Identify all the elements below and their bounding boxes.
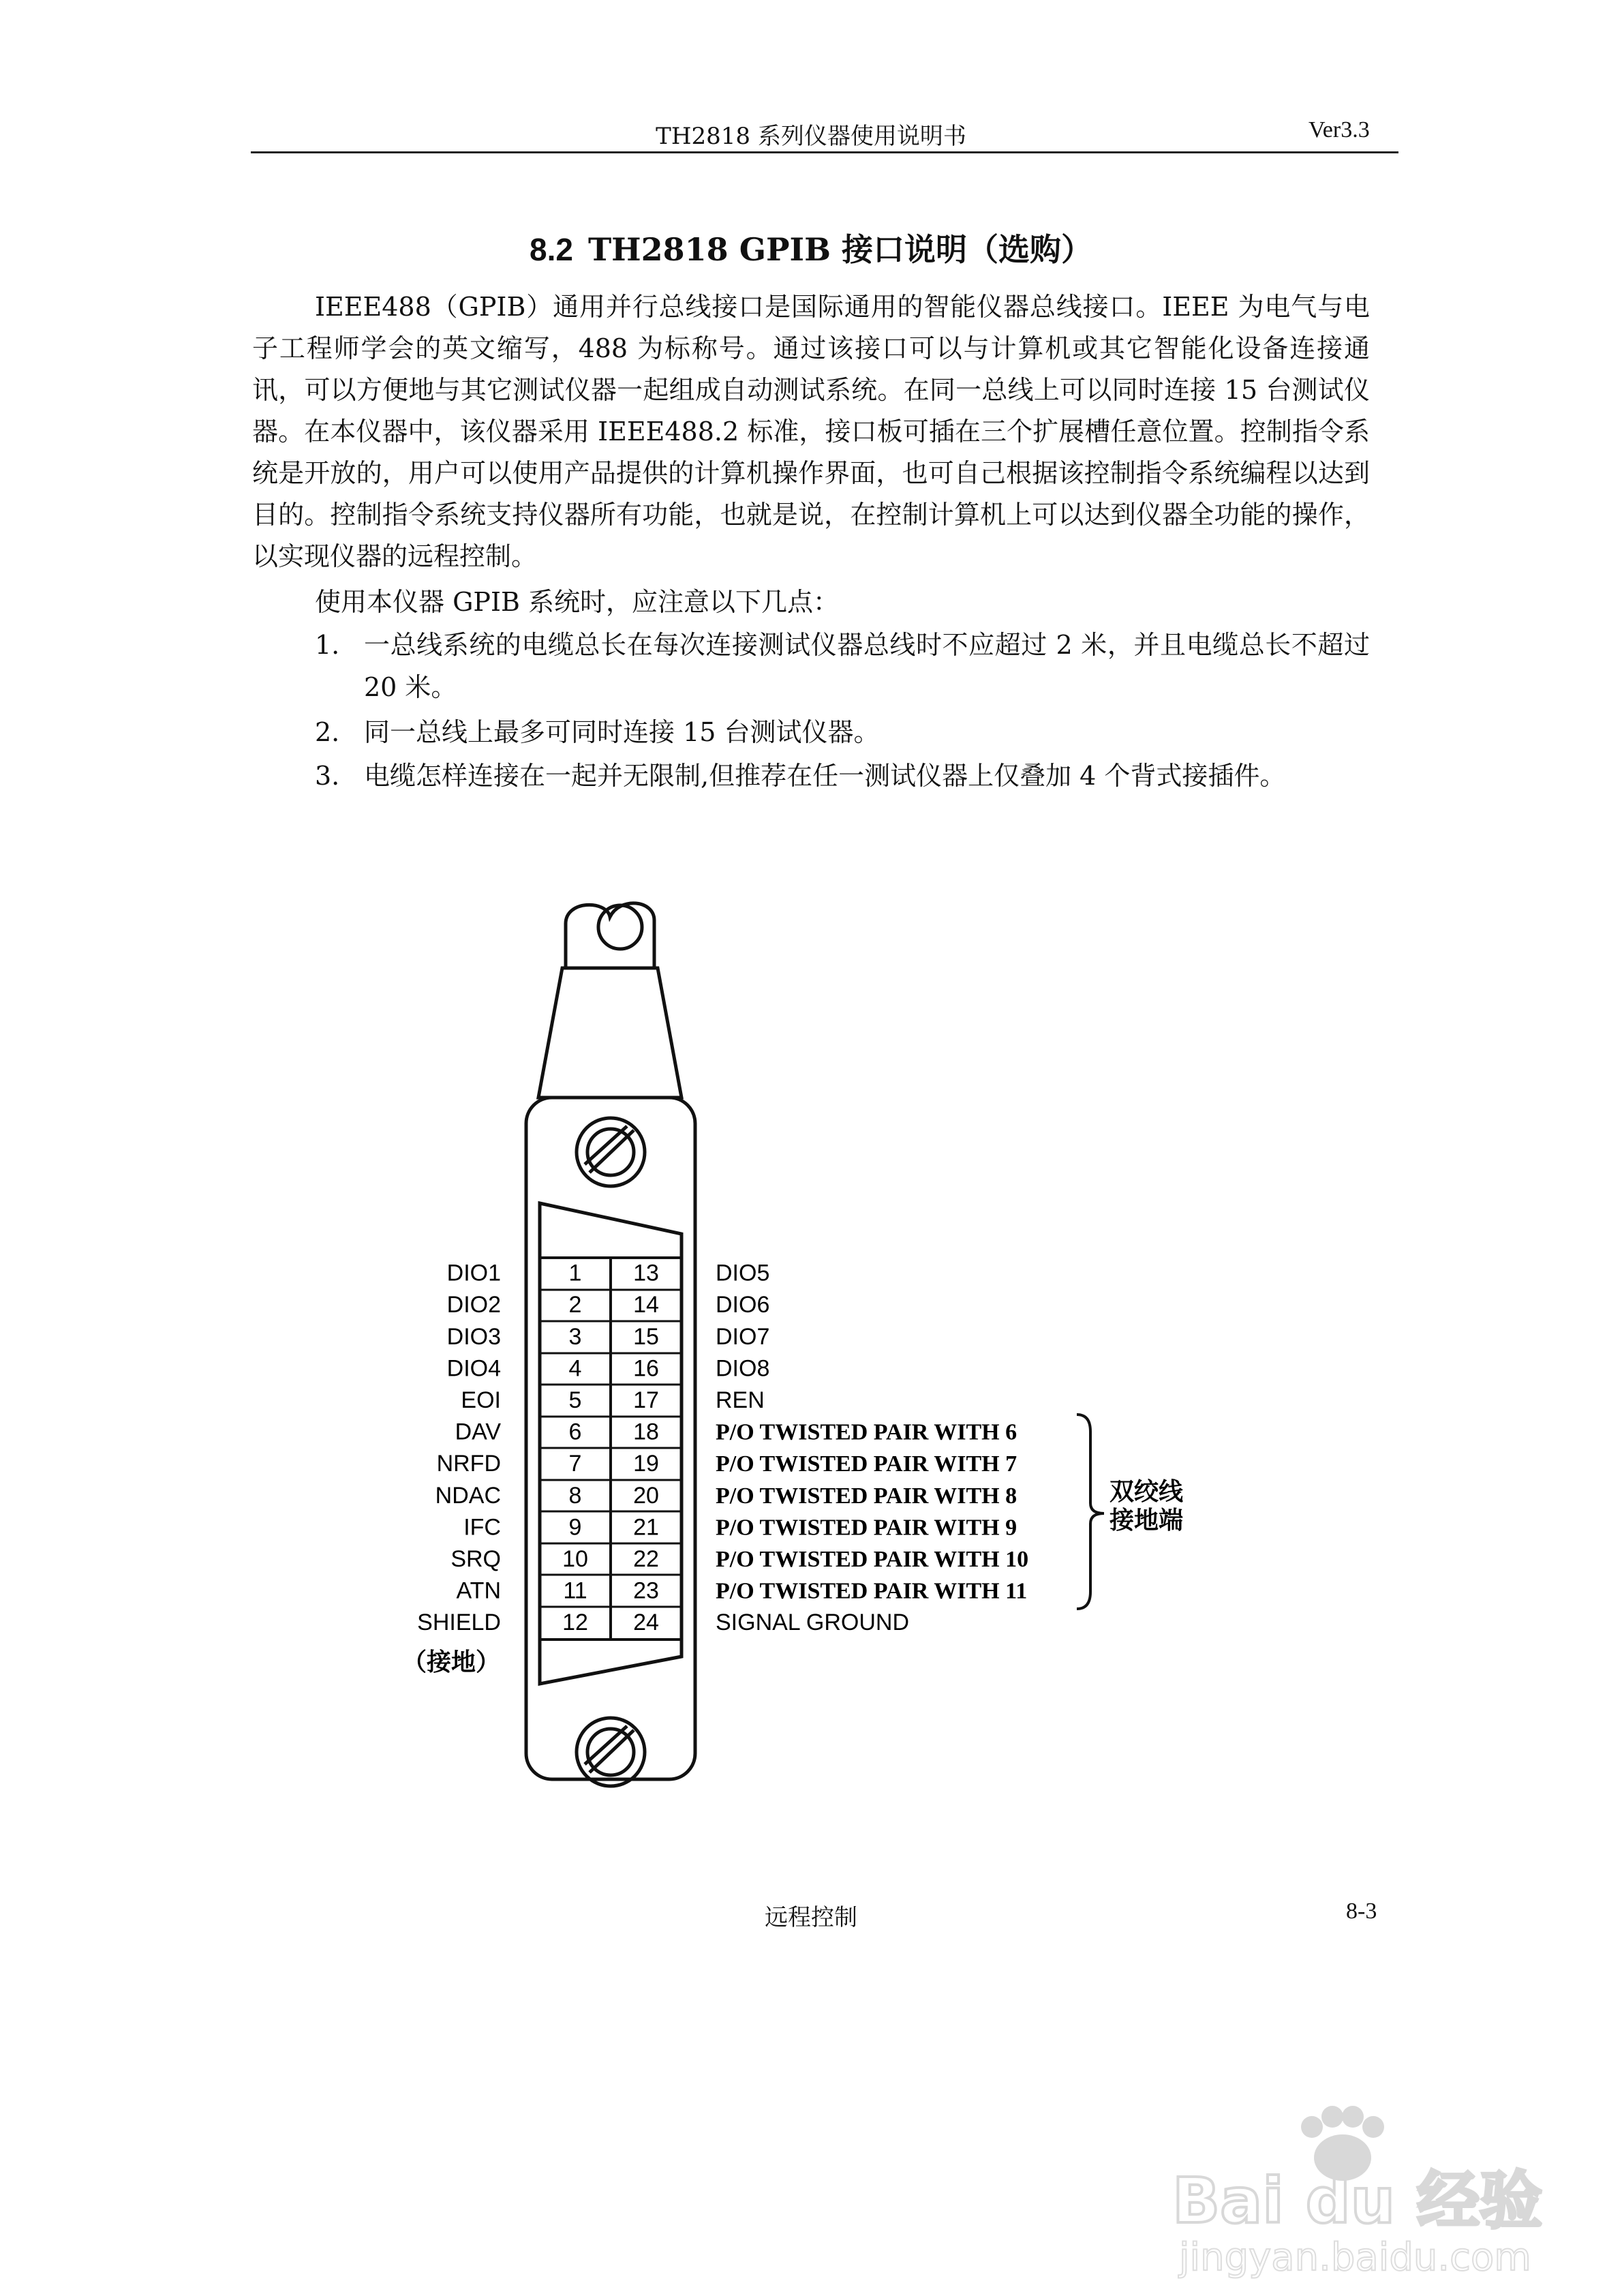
pin-right-number: 20 (633, 1482, 659, 1509)
pin-left-label: DIO3 (446, 1323, 501, 1350)
pin-left-label: SRQ (450, 1545, 501, 1572)
pin-right-label: P/O TWISTED PAIR WITH 6 (716, 1419, 1017, 1445)
pin-right-label: DIO7 (716, 1323, 770, 1350)
cable-end-circle (598, 905, 642, 949)
pin-left-label: DIO2 (446, 1292, 501, 1318)
pin-right-label: P/O TWISTED PAIR WITH 8 (716, 1483, 1017, 1509)
note-text-2: 同一总线上最多可同时连接 15 台测试仪器。 (364, 717, 880, 747)
pin-right-label: DIO5 (716, 1260, 770, 1286)
shield-note: （接地） (402, 1648, 501, 1676)
pin-left-label: ATN (456, 1577, 501, 1604)
watermark-brand: Bai du 经验 (1172, 2164, 1543, 2237)
watermark-url: jingyan.baidu.com (1179, 2235, 1531, 2280)
pin-left-number: 8 (568, 1482, 582, 1509)
section-number: 8.2 (530, 232, 573, 267)
pin-left-number: 1 (568, 1260, 582, 1286)
twisted-pair-group-label-2: 接地端 (1110, 1507, 1184, 1535)
pin-left-number: 7 (568, 1451, 582, 1477)
pin-right-number: 24 (633, 1610, 659, 1636)
pin-left-number: 10 (562, 1545, 588, 1572)
pin-left-number: 12 (562, 1610, 588, 1636)
pin-left-label: DIO1 (446, 1260, 501, 1286)
pin-right-label: SIGNAL GROUND (716, 1610, 910, 1636)
pin-right-label: P/O TWISTED PAIR WITH 10 (716, 1546, 1029, 1572)
header-rule (251, 151, 1398, 153)
notes-lead: 使用本仪器 GPIB 系统时，应注意以下几点： (315, 587, 840, 617)
pin-right-number: 18 (633, 1419, 659, 1445)
pin-left-number: 6 (568, 1419, 582, 1445)
pin-left-label: SHIELD (417, 1610, 501, 1636)
section-title: TH2818 GPIB 接口说明（选购） (587, 231, 1092, 268)
note-number-2: 2. (315, 717, 340, 747)
pin-left-number: 3 (568, 1323, 582, 1350)
pin-left-number: 2 (568, 1292, 582, 1318)
pin-right-number: 16 (633, 1355, 659, 1382)
pin-left-number: 5 (568, 1387, 582, 1413)
pin-right-number: 14 (633, 1292, 659, 1318)
note-number-3: 3. (315, 761, 340, 791)
pin-right-label: REN (716, 1387, 765, 1413)
footer-chapter: 远程控制 (765, 1904, 857, 1931)
section-heading (0, 225, 1622, 270)
pin-right-number: 23 (633, 1577, 659, 1604)
connector-neck (538, 968, 682, 1098)
running-header-version: Ver3.3 (1309, 117, 1370, 142)
footer-page-number: 8-3 (1346, 1899, 1377, 1924)
intro-paragraph: IEEE488（GPIB）通用并行总线接口是国际通用的智能仪器总线接口。IEEE 为电气与电子工程师学会的英文缩写，488 为标称号。通过该接口可以与计算机或其它智能化设备连接通讯，可以方便地与其它测试仪器一起组成自动测试系统。在同一总线上可以同时连接 15 台测试仪器。在本仪器中，该仪器采用 IEEE488.2 标准，接口板可插在三个扩展槽任意位置。控制指令系统是开放的，用户可以使用产品提供的计算机操作界面，也可自己根据该控制指令系统编程以达到目的。控制指令系统支持仪器所有功能，也就是说，在控制计算机上可以达到仪器全功能的操作，以实现仪器的远程控制。 (252, 292, 1370, 571)
baidu-jingyan-watermark (1145, 2079, 1554, 2284)
twisted-pair-group-label-1: 双绞线 (1110, 1478, 1184, 1506)
pin-left-label: NRFD (436, 1451, 501, 1477)
pin-right-label: P/O TWISTED PAIR WITH 11 (716, 1578, 1028, 1604)
pin-left-label: NDAC (435, 1482, 501, 1509)
twisted-pair-brace (1077, 1415, 1104, 1609)
pin-right-label: DIO8 (716, 1355, 770, 1382)
pin-right-number: 17 (633, 1387, 659, 1413)
pin-left-label: DIO4 (446, 1355, 501, 1382)
pin-left-label: DAV (455, 1419, 501, 1445)
pin-right-number: 19 (633, 1451, 659, 1477)
pin-left-number: 11 (563, 1577, 587, 1604)
pin-left-number: 9 (568, 1514, 582, 1541)
pin-right-label: P/O TWISTED PAIR WITH 9 (716, 1515, 1017, 1541)
pin-left-label: EOI (461, 1387, 501, 1413)
pin-right-number: 13 (633, 1260, 659, 1286)
pin-right-label: P/O TWISTED PAIR WITH 7 (716, 1451, 1017, 1477)
note-text-1: 一总线系统的电缆总长在每次连接测试仪器总线时不应超过 2 米，并且电缆总长不超过 20 米。 (364, 630, 1370, 702)
pin-right-number: 22 (633, 1545, 659, 1572)
pin-right-number: 21 (633, 1514, 659, 1541)
note-text-3: 电缆怎样连接在一起并无限制,但推荐在任一测试仪器上仅叠加 4 个背式接插件。 (364, 761, 1286, 791)
note-number-1: 1. (315, 630, 340, 660)
pin-right-label: DIO6 (716, 1292, 770, 1318)
running-header-title: TH2818 系列仪器使用说明书 (656, 123, 966, 150)
pin-right-number: 15 (633, 1323, 659, 1350)
pin-left-label: IFC (463, 1514, 501, 1541)
pin-left-number: 4 (568, 1355, 582, 1382)
gpib-connector-diagram (382, 886, 1268, 1813)
